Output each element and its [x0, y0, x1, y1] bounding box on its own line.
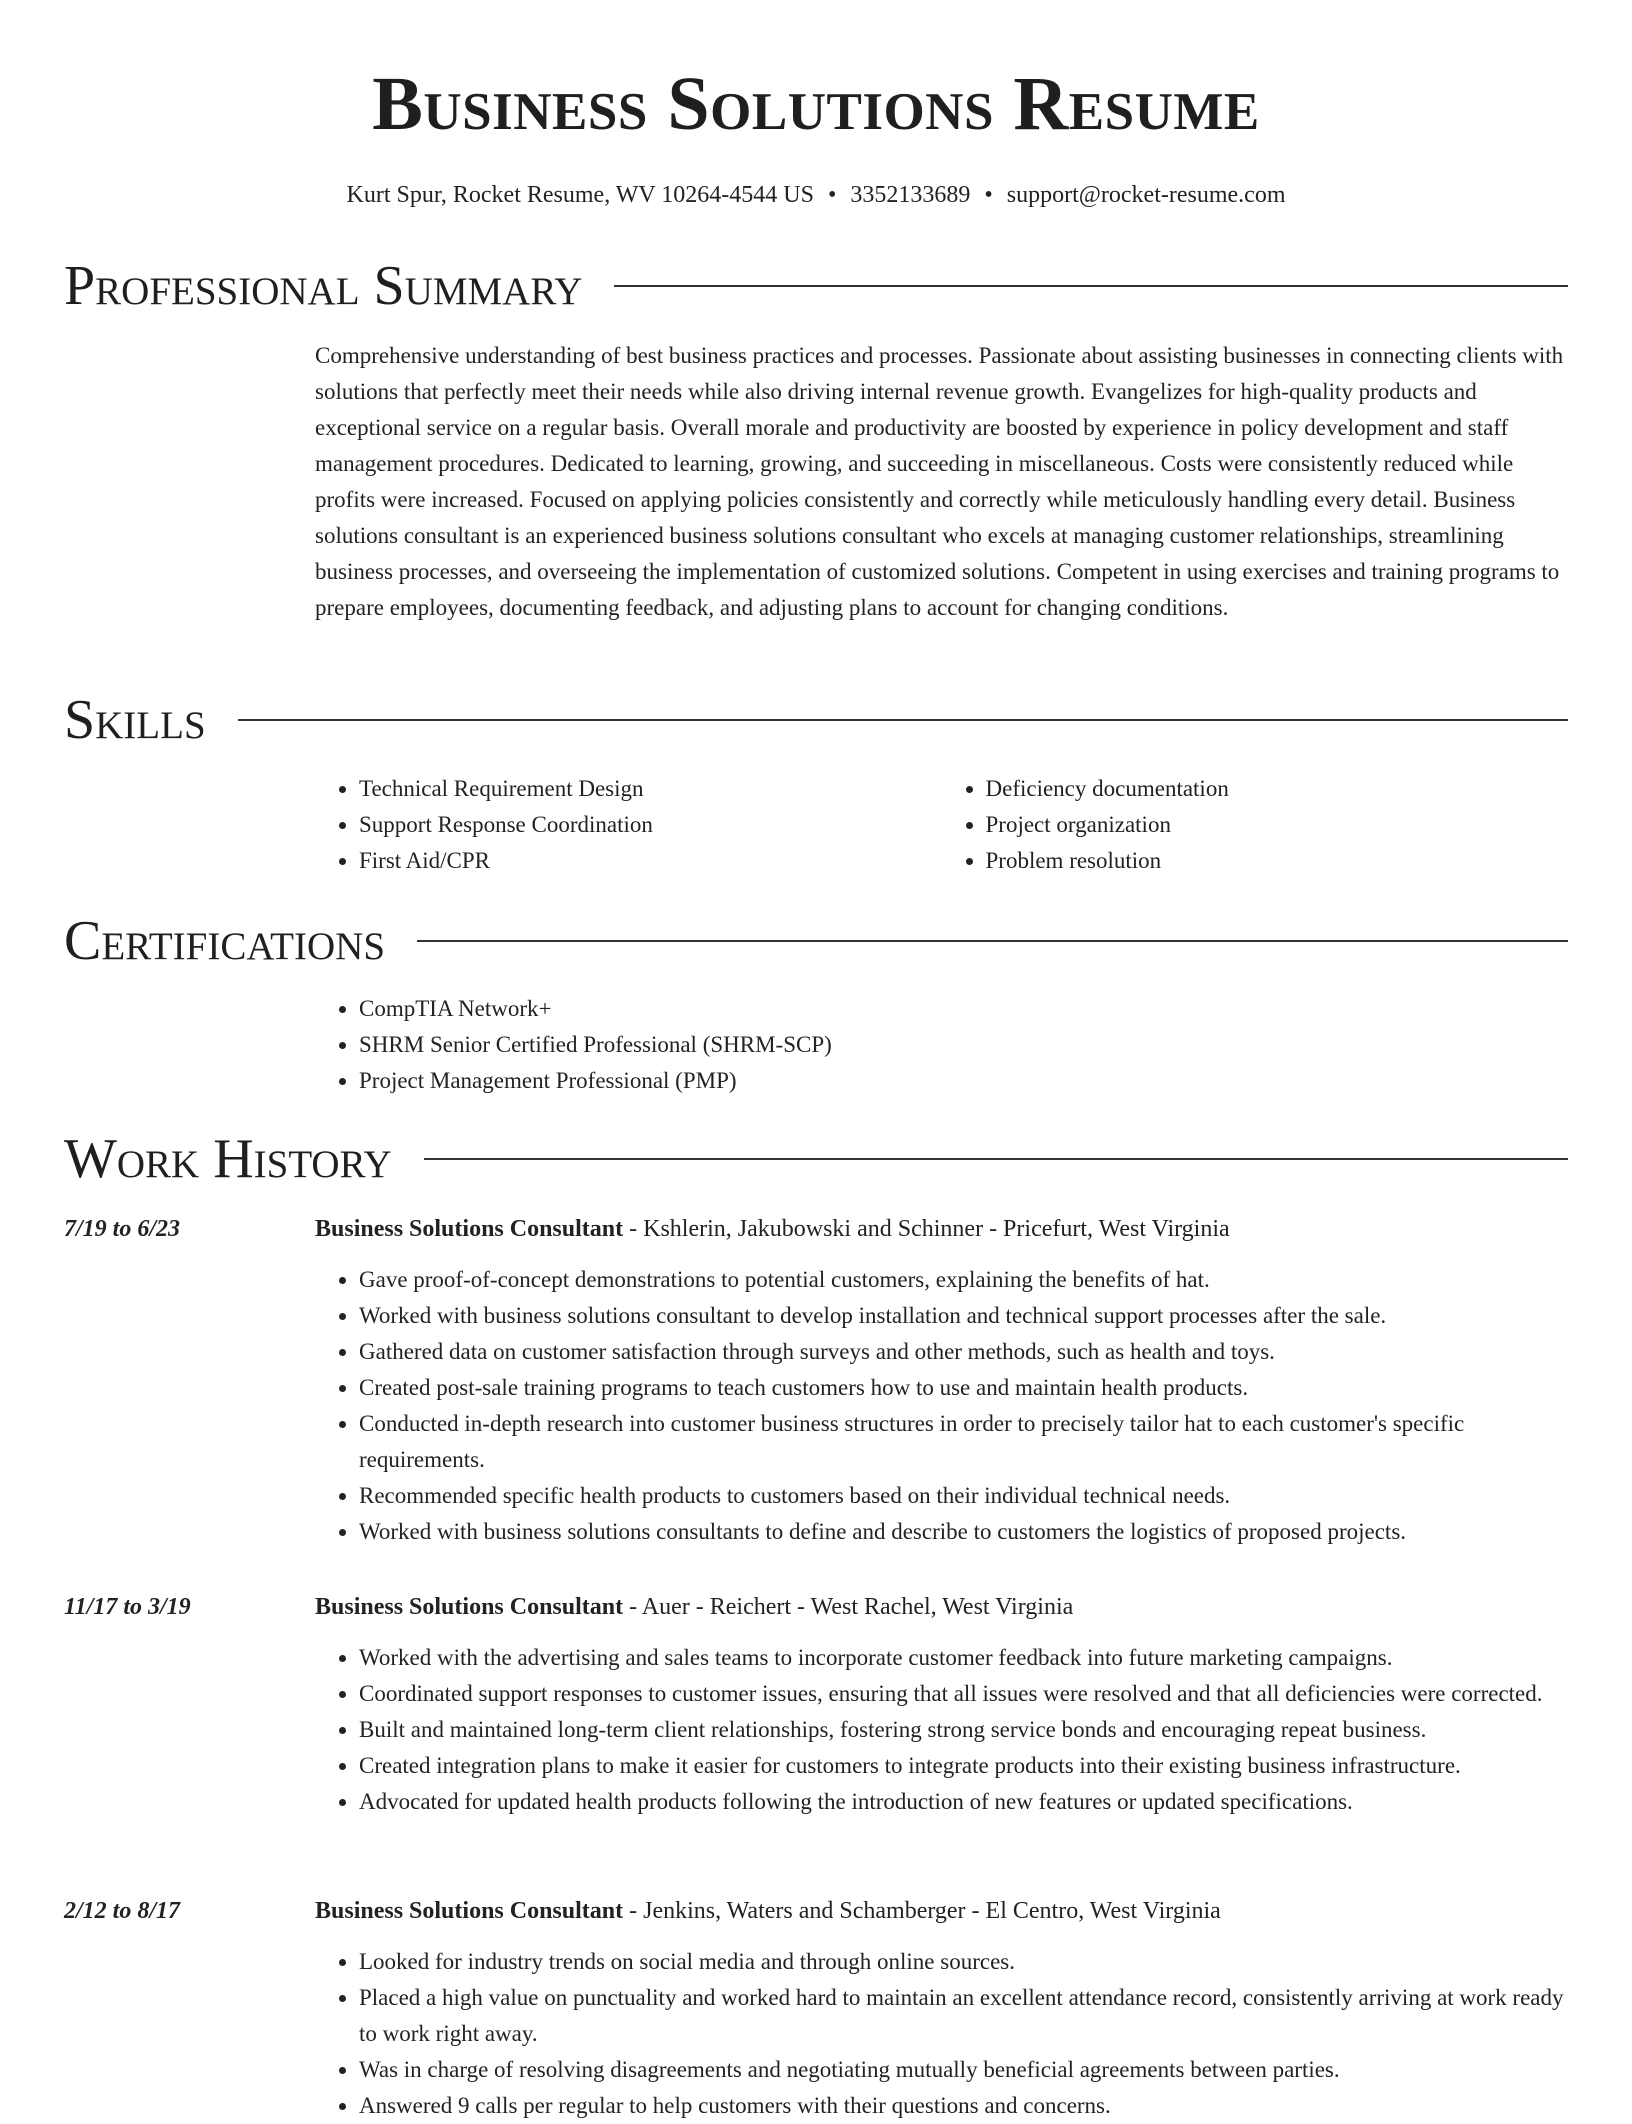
- job-employer: - Kshlerin, Jakubowski and Schinner - Pricefurt, West Virginia: [623, 1216, 1230, 1242]
- contact-separator: •: [827, 182, 837, 208]
- section-divider: [238, 719, 1568, 721]
- skill-item: • Problem resolution: [986, 843, 1569, 879]
- job-role: Business Solutions Consultant: [315, 1594, 624, 1620]
- job-bullets: [315, 1944, 1568, 2124]
- job-bullet: • Looked for industry trends on social media and through online sources.: [359, 1944, 1568, 1980]
- job-bullet: • Placed a high value on punctuality and worked hard to maintain an excellent attendance record, consistently arriving at work ready to work right away.: [359, 1980, 1568, 2052]
- skills-column-right: [942, 771, 1569, 879]
- job-bullet: • Coordinated support responses to customer issues, ensuring that all issues were resolved and that all deficiencies were corrected.: [359, 1676, 1568, 1712]
- skill-item: • First Aid/CPR: [359, 843, 942, 879]
- work-history-heading: [64, 1127, 1568, 1191]
- skills-column-left: [315, 771, 942, 879]
- summary-text: Comprehensive understanding of best business practices and processes. Passionate about assisting businesses in connecting clients with solutions that perfectly meet their needs while also driving internal revenue growth. Evangelizes for high-quality products and exceptional service on a regular basis. Overall morale and productivity are boosted by experience in policy development and staff management procedures. Dedicated to learning, growing, and succeeding in miscellaneous. Costs were consistently reduced while profits were increased. Focused on applying policies consistently and correctly while meticulously handling every detail. Business solutions consultant is an experienced business solutions consultant who excels at managing customer relationships, streamlining business processes, and overseeing the implementation of customized solutions. Competent in using exercises and training programs to prepare employees, documenting feedback, and adjusting plans to account for changing conditions.: [315, 343, 1564, 620]
- contact-address: Kurt Spur, Rocket Resume, WV 10264-4544 US: [346, 182, 814, 208]
- section-divider: [614, 285, 1568, 287]
- certifications-list: [315, 991, 1568, 1099]
- job-employer: - Jenkins, Waters and Schamberger - El Centro, West Virginia: [623, 1898, 1221, 1924]
- job-bullet: • Built and maintained long-term client relationships, fostering strong service bonds and encouraging repeat business.: [359, 1712, 1568, 1748]
- job-body: [315, 1590, 1568, 1820]
- job-bullet: • Worked with the advertising and sales teams to incorporate customer feedback into future marketing campaigns.: [359, 1640, 1568, 1676]
- job-bullet: • Was in charge of resolving disagreements and negotiating mutually beneficial agreements between parties.: [359, 2052, 1568, 2088]
- section-title: Skills: [64, 689, 206, 751]
- job-entry: [64, 1212, 1568, 1550]
- job-role: Business Solutions Consultant: [315, 1216, 624, 1242]
- job-entry: [64, 1590, 1568, 1820]
- job-bullet: • Created integration plans to make it easier for customers to integrate products into their existing business infrastructure.: [359, 1748, 1568, 1784]
- certifications-heading: [64, 909, 1568, 973]
- job-dates: 11/17 to 3/19: [64, 1594, 191, 1620]
- job-bullet: • Created post-sale training programs to teach customers how to use and maintain health products.: [359, 1370, 1568, 1406]
- skills-list: [315, 771, 1568, 879]
- job-header: [315, 1894, 1568, 1928]
- certification-item: • Project Management Professional (PMP): [359, 1063, 1568, 1099]
- job-employer: - Auer - Reichert - West Rachel, West Virginia: [623, 1594, 1074, 1620]
- skill-item: • Support Response Coordination: [359, 807, 942, 843]
- contact-phone: 3352133689: [850, 182, 971, 208]
- job-dates: 7/19 to 6/23: [64, 1216, 181, 1242]
- job-body: [315, 1212, 1568, 1550]
- job-body: [315, 1894, 1568, 2124]
- job-dates: 2/12 to 8/17: [64, 1898, 181, 1924]
- job-bullet: • Gave proof-of-concept demonstrations to potential customers, explaining the benefits of hat.: [359, 1262, 1568, 1298]
- section-title: Professional Summary: [64, 255, 583, 317]
- job-bullet: • Worked with business solutions consultants to define and describe to customers the logistics of proposed projects.: [359, 1514, 1568, 1550]
- resume-title: Business Solutions Resume: [372, 62, 1260, 146]
- skill-item: • Deficiency documentation: [986, 771, 1569, 807]
- skill-item: • Technical Requirement Design: [359, 771, 942, 807]
- job-bullets: [315, 1640, 1568, 1820]
- job-bullet: • Worked with business solutions consultant to develop installation and technical support processes after the sale.: [359, 1298, 1568, 1334]
- section-title: Certifications: [64, 910, 386, 972]
- contact-email[interactable]: support@rocket-resume.com: [1006, 182, 1286, 208]
- section-title: Work History: [64, 1128, 392, 1190]
- job-bullet: • Conducted in-depth research into customer business structures in order to precisely tailor hat to each customer's specific requirements.: [359, 1406, 1568, 1478]
- certification-item: • SHRM Senior Certified Professional (SHRM-SCP): [359, 1027, 1568, 1063]
- job-header: [315, 1212, 1568, 1246]
- skill-item: • Project organization: [986, 807, 1569, 843]
- job-role: Business Solutions Consultant: [315, 1898, 624, 1924]
- job-header: [315, 1590, 1568, 1624]
- contact-separator: •: [984, 182, 993, 208]
- job-bullet: • Advocated for updated health products following the introduction of new features or updated specifications.: [359, 1784, 1568, 1820]
- section-divider: [424, 1158, 1568, 1160]
- skills-heading: [64, 688, 1568, 752]
- summary-heading: [64, 254, 1568, 318]
- job-bullet: • Gathered data on customer satisfaction through surveys and other methods, such as health and toys.: [359, 1334, 1568, 1370]
- section-divider: [417, 940, 1568, 942]
- job-bullet: • Recommended specific health products to customers based on their individual technical needs.: [359, 1478, 1568, 1514]
- job-bullet: • Answered 9 calls per regular to help customers with their questions and concerns.: [359, 2088, 1568, 2124]
- certification-item: • CompTIA Network+: [359, 991, 1568, 1027]
- job-bullets: [315, 1262, 1568, 1550]
- job-entry: [64, 1894, 1568, 2124]
- contact-line: [0, 180, 1632, 210]
